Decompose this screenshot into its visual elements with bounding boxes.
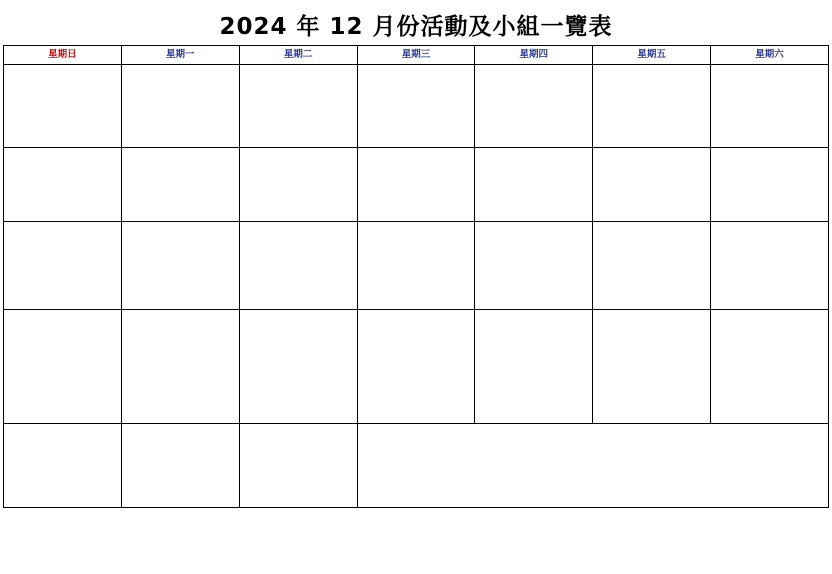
weekday-header-tue: 星期二 [239, 46, 357, 65]
day-cell [357, 148, 475, 222]
day-cell [239, 424, 357, 508]
day-cell [711, 148, 829, 222]
weekday-header-thu: 星期四 [475, 46, 593, 65]
day-cell [4, 310, 122, 424]
weekday-header-sun: 星期日 [4, 46, 122, 65]
weekday-header-row [4, 46, 829, 65]
day-cell [593, 222, 711, 310]
week-row [4, 148, 829, 222]
day-cell [121, 222, 239, 310]
day-cell [475, 148, 593, 222]
day-cell [239, 222, 357, 310]
day-cell [4, 222, 122, 310]
day-cell [239, 310, 357, 424]
day-cell [357, 310, 475, 424]
week-row [4, 222, 829, 310]
day-cell [711, 65, 829, 148]
day-cell [121, 310, 239, 424]
next-meeting-cell [357, 424, 828, 508]
day-cell [593, 65, 711, 148]
day-cell [4, 65, 122, 148]
page-title: 2024 年 12 月份活動及小組一覽表 [219, 14, 613, 40]
day-cell [239, 65, 357, 148]
day-cell [475, 222, 593, 310]
calendar-table [3, 45, 829, 508]
weekday-header-mon: 星期一 [121, 46, 239, 65]
day-cell [121, 148, 239, 222]
day-cell [4, 148, 122, 222]
day-cell [121, 424, 239, 508]
weekday-header-fri: 星期五 [593, 46, 711, 65]
day-cell [357, 65, 475, 148]
day-cell [475, 310, 593, 424]
week-row [4, 310, 829, 424]
day-cell [239, 148, 357, 222]
weekday-header-wed: 星期三 [357, 46, 475, 65]
week-row [4, 65, 829, 148]
day-cell [475, 65, 593, 148]
day-cell [357, 222, 475, 310]
day-cell [4, 424, 122, 508]
day-cell [121, 65, 239, 148]
week-row [4, 424, 829, 508]
day-cell [711, 310, 829, 424]
day-cell [593, 310, 711, 424]
day-cell [593, 148, 711, 222]
day-cell [711, 222, 829, 310]
weekday-header-sat: 星期六 [711, 46, 829, 65]
